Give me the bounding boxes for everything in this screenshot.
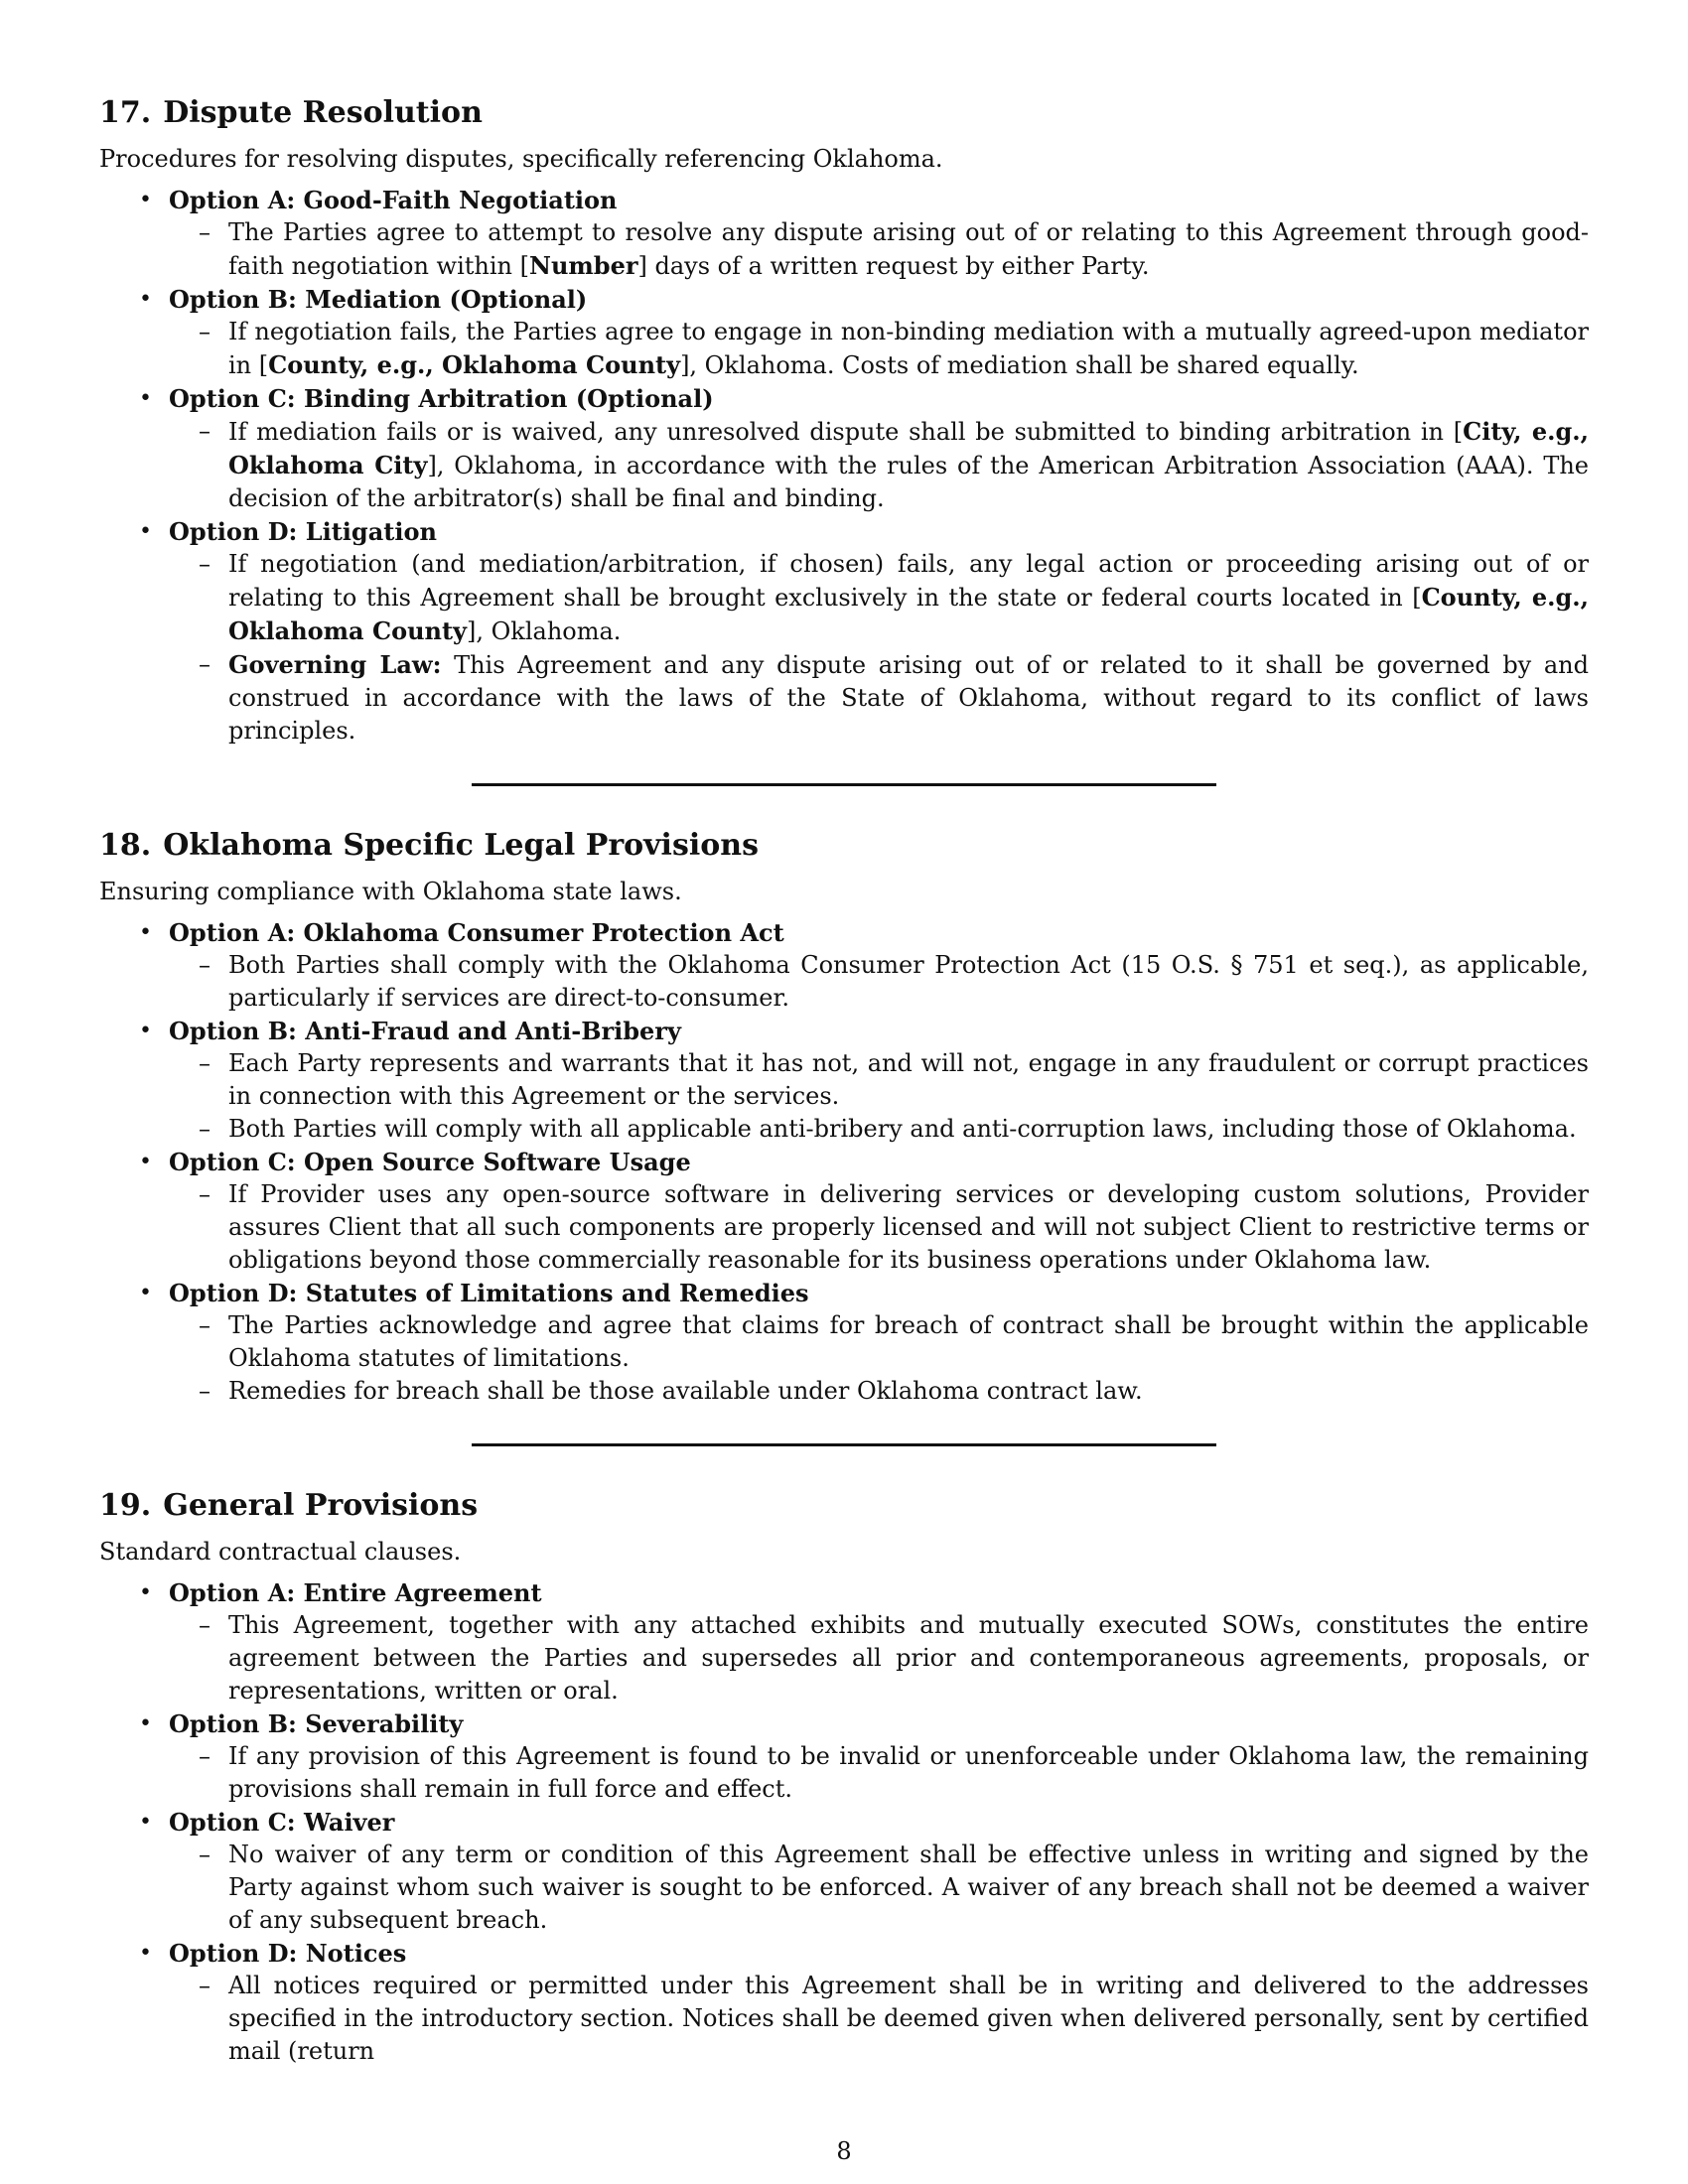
clause-text: [169, 1113, 1589, 1146]
clause-text: [169, 1970, 1589, 2068]
clause-segment: Each Party represents and warrants that it has not, and will not, engage in any fraudulent or corrupt practices in connection with this Agreement or the services.: [228, 1049, 1589, 1110]
sub-items-list: [169, 1740, 1589, 1806]
clause-text: [169, 949, 1589, 1015]
sub-items-list: [169, 316, 1589, 382]
clause-text: [169, 1178, 1589, 1277]
option-item: [99, 1146, 1589, 1277]
sub-items-list: [169, 548, 1589, 748]
placeholder-term: Number: [529, 251, 638, 280]
option-title: • Option D: Notices: [169, 1939, 407, 1968]
placeholder-term: County, e.g., Oklahoma County: [268, 350, 681, 379]
option-title: • Option A: Entire Agreement: [169, 1578, 542, 1607]
section-divider: [472, 1443, 1216, 1446]
clause-text: [169, 1047, 1589, 1113]
section-heading: [99, 826, 1589, 866]
sub-items-list: [169, 1609, 1589, 1707]
clause-segment: ], Oklahoma.: [467, 617, 622, 645]
clause-segment: Both Parties will comply with all applicable anti-bribery and anti-corruption laws, including those of Oklahoma.: [228, 1115, 1577, 1143]
option-title: • Option D: Statutes of Limitations and Remedies: [169, 1279, 809, 1307]
clause-text: [169, 1309, 1589, 1375]
clause-segment: Both Parties shall comply with the Oklahoma Consumer Protection Act (15 O.S. § 751 et seq.), as applicable, particularly if services are direct-to-consumer.: [228, 951, 1589, 1012]
section-intro: Ensuring compliance with Oklahoma state laws.: [99, 878, 682, 905]
sub-items-list: [169, 1178, 1589, 1277]
sub-items-list: [169, 1839, 1589, 1937]
section-intro: Procedures for resolving disputes, specifically referencing Oklahoma.: [99, 145, 943, 173]
section-intro: Standard contractual clauses.: [99, 1538, 462, 1566]
clause-text: [169, 1740, 1589, 1806]
clause-segment: All notices required or permitted under this Agreement shall be in writing and delivered to the addresses specified in the introductory section. Notices shall be deemed given when delivered personally, sent by certified mail (return: [228, 1972, 1589, 2065]
options-list: [99, 184, 1589, 748]
option-item: [99, 283, 1589, 382]
option-title: • Option C: Binding Arbitration (Optional): [169, 384, 714, 413]
option-item: [99, 916, 1589, 1015]
clause-segment: No waiver of any term or condition of this Agreement shall be effective unless in writing and signed by the Party against whom such waiver is sought to be enforced. A waiver of any breach shall not be deemed a waiver of any subsequent breach.: [228, 1841, 1589, 1934]
page-number: 8: [836, 2137, 852, 2165]
document-page: [99, 79, 1589, 2068]
section-title: Dispute Resolution: [163, 95, 483, 130]
placeholder-term: City, e.g., Oklahoma City: [228, 417, 1589, 479]
clause-segment: ], Oklahoma, in accordance with the rules of the American Arbitration Association (AAA). The decision of the arbitrator(s) shall be final and binding.: [228, 452, 1589, 512]
section-heading: [99, 93, 1589, 133]
option-title: • Option B: Anti-Fraud and Anti-Bribery: [169, 1017, 681, 1045]
clause-text: [169, 316, 1589, 382]
clause-text: [169, 548, 1589, 648]
section-number: 19.: [99, 1488, 152, 1523]
clause-text: [169, 648, 1589, 748]
clause-text: [169, 1609, 1589, 1707]
option-title: • Option D: Litigation: [169, 517, 437, 546]
clause-segment: The Parties acknowledge and agree that claims for breach of contract shall be brought within the applicable Oklahoma statutes of limitations.: [228, 1311, 1589, 1372]
option-item: [99, 1015, 1589, 1146]
option-item: [99, 382, 1589, 515]
clause-segment: The Parties agree to attempt to resolve any dispute arising out of or relating to this Agreement through good-faith negotiation within [: [228, 218, 1589, 280]
clause-text: [169, 1839, 1589, 1937]
clause-segment: If mediation fails or is waived, any unresolved dispute shall be submitted to binding arbitration in [: [228, 418, 1464, 446]
section-title: General Provisions: [163, 1488, 479, 1523]
option-item: [99, 1937, 1589, 2068]
section-number: 17.: [99, 95, 152, 130]
clause-segment: If Provider uses any open-source software in delivering services or developing custom solutions, Provider assures Client that all such components are properly licensed and will not subject Client to restrictive terms or obligations beyond those commercially reasonable for its business operations under Oklahoma law.: [228, 1180, 1589, 1274]
clause-segment: If negotiation (and mediation/arbitration, if chosen) fails, any legal action or proceeding arising out of or relating to this Agreement shall be brought exclusively in the state or federal courts located in [: [228, 550, 1589, 612]
section-heading: [99, 1486, 1589, 1526]
option-title: • Option C: Open Source Software Usage: [169, 1148, 691, 1176]
option-item: [99, 1277, 1589, 1408]
sub-items-list: [169, 1047, 1589, 1146]
section-oklahoma-provisions: [99, 826, 1589, 1408]
option-title: • Option A: Oklahoma Consumer Protection Act: [169, 918, 784, 947]
clause-segment: If any provision of this Agreement is found to be invalid or unenforceable under Oklahoma law, the remaining provisions shall remain in full force and effect.: [228, 1742, 1589, 1803]
clause-segment: This Agreement and any dispute arising out of or related to it shall be governed by and construed in accordance with the laws of the State of Oklahoma, without regard to its conflict of laws principles.: [228, 651, 1589, 745]
option-item: [99, 515, 1589, 748]
section-title: Oklahoma Specific Legal Provisions: [163, 828, 759, 863]
option-title: • Option C: Waiver: [169, 1808, 395, 1837]
section-general-provisions: [99, 1486, 1589, 2068]
clause-segment: If negotiation fails, the Parties agree to engage in non-binding mediation with a mutually agreed-upon mediator in [: [228, 318, 1589, 379]
clause-text: [169, 1375, 1589, 1408]
options-list: [99, 1576, 1589, 2068]
option-item: [99, 1707, 1589, 1806]
clause-label: Governing Law:: [228, 650, 442, 679]
section-divider: [472, 783, 1216, 786]
option-item: [99, 1576, 1589, 1707]
section-dispute-resolution: [99, 93, 1589, 748]
sub-items-list: [169, 1970, 1589, 2068]
option-item: [99, 1806, 1589, 1937]
options-list: [99, 916, 1589, 1408]
option-title: • Option B: Mediation (Optional): [169, 285, 588, 314]
sub-items-list: [169, 949, 1589, 1015]
clause-segment: ] days of a written request by either Party.: [637, 252, 1150, 280]
placeholder-term: County, e.g., Oklahoma County: [228, 583, 1589, 645]
option-item: [99, 184, 1589, 283]
sub-items-list: [169, 415, 1589, 515]
clause-text: [169, 216, 1589, 283]
sub-items-list: [169, 216, 1589, 283]
clause-segment: Remedies for breach shall be those available under Oklahoma contract law.: [228, 1377, 1143, 1405]
sub-items-list: [169, 1309, 1589, 1408]
clause-segment: ], Oklahoma. Costs of mediation shall be shared equally.: [680, 351, 1359, 379]
option-title: • Option A: Good-Faith Negotiation: [169, 186, 618, 214]
section-number: 18.: [99, 828, 152, 863]
option-title: • Option B: Severability: [169, 1709, 464, 1738]
clause-segment: This Agreement, together with any attached exhibits and mutually executed SOWs, constitutes the entire agreement between the Parties and supersedes all prior and contemporaneous agreements, proposals, or representations, written or oral.: [228, 1611, 1589, 1705]
clause-text: [169, 415, 1589, 515]
